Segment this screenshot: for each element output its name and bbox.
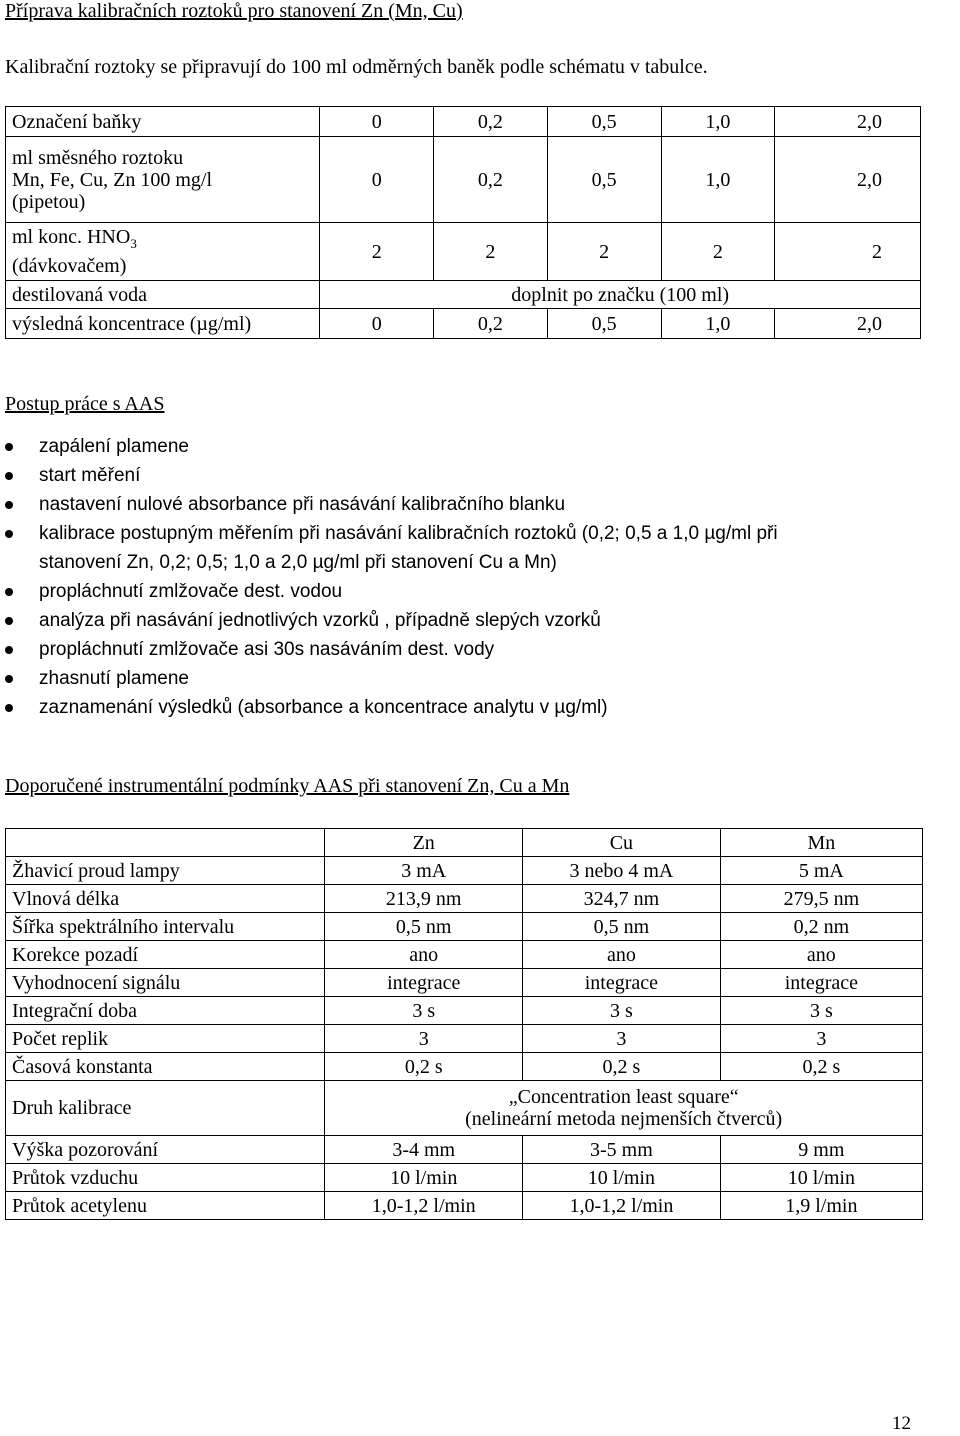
list-item: kalibrace postupným měřením při nasávání kalibračních roztoků (0,2; 0,5 a 1,0 µg/ml při <box>0 519 919 548</box>
table-cell: 10 l/min <box>325 1164 523 1192</box>
page-title: Příprava kalibračních roztoků pro stanovení Zn (Mn, Cu) <box>5 0 463 22</box>
row-label: Integrační doba <box>6 997 325 1025</box>
table-cell: 1,0-1,2 l/min <box>325 1192 523 1220</box>
bullet-icon <box>5 646 13 654</box>
calib-cell: 2,0 <box>775 107 921 137</box>
bullet-icon <box>5 588 13 596</box>
table-row <box>6 1192 923 1220</box>
table-header-row <box>6 829 923 857</box>
table-cell: integrace <box>720 969 922 997</box>
calib-label <box>6 223 320 281</box>
bullet-icon <box>5 501 13 509</box>
calib-cell: 1,0 <box>661 137 775 223</box>
table-cell: 1,0-1,2 l/min <box>523 1192 721 1220</box>
row-label: Žhavicí proud lampy <box>6 857 325 885</box>
list-item: zhasnutí plamene <box>0 664 919 693</box>
procedure-list <box>0 432 919 722</box>
table-cell: 3 <box>325 1025 523 1053</box>
table-cell: 279,5 nm <box>720 885 922 913</box>
list-item: propláchnutí zmlžovače dest. vodou <box>0 577 919 606</box>
table-cell: 3 s <box>523 997 721 1025</box>
calibration-type-line: „Concentration least square“ <box>508 1086 739 1108</box>
table-cell: 0,5 nm <box>325 913 523 941</box>
calib-cell: 1,0 <box>661 309 775 339</box>
row-label: Šířka spektrálního intervalu <box>6 913 325 941</box>
table-cell: 3 mA <box>325 857 523 885</box>
calib-row-flask <box>6 107 921 137</box>
table-row <box>6 1053 923 1081</box>
calib-label-line: (dávkovačem) <box>12 255 127 277</box>
list-item: analýza při nasávání jednotlivých vzorků , případně slepých vzorků <box>0 606 919 635</box>
table-row <box>6 1025 923 1053</box>
table-cell: 3 <box>720 1025 922 1053</box>
calib-cell: 1,0 <box>661 107 775 137</box>
calib-cell: 0,2 <box>434 309 548 339</box>
table-cell: 0,5 nm <box>523 913 721 941</box>
table-cell: 3 <box>523 1025 721 1053</box>
row-label: Výška pozorování <box>6 1136 325 1164</box>
calib-cell: 0 <box>320 309 434 339</box>
list-item: nastavení nulové absorbance při nasávání kalibračního blanku <box>0 490 919 519</box>
calib-cell: 2,0 <box>775 137 921 223</box>
calib-fill-cell: doplnit po značku (100 ml) <box>320 281 921 309</box>
conditions-table <box>5 828 923 1220</box>
table-cell: 0,2 s <box>325 1053 523 1081</box>
table-cell: 3-5 mm <box>523 1136 721 1164</box>
table-cell: 0,2 s <box>523 1053 721 1081</box>
calib-cell: 2 <box>775 223 921 281</box>
table-cell: 1,9 l/min <box>720 1192 922 1220</box>
bullet-icon <box>5 704 13 712</box>
calib-cell: 0 <box>320 107 434 137</box>
calib-cell: 0,5 <box>547 309 661 339</box>
row-label: Počet replik <box>6 1025 325 1053</box>
calib-label-line: (pipetou) <box>12 190 86 213</box>
calib-cell: 0,5 <box>547 137 661 223</box>
calib-cell: 2 <box>320 223 434 281</box>
calib-row-conc <box>6 309 921 339</box>
calibration-type-cell <box>325 1081 923 1136</box>
calib-label-line: ml směsného roztoku <box>12 146 184 169</box>
header-cell: Mn <box>720 829 922 857</box>
table-cell: ano <box>720 941 922 969</box>
calib-cell: 2 <box>547 223 661 281</box>
calib-label <box>6 137 320 223</box>
table-cell: 3 s <box>720 997 922 1025</box>
bullet-icon <box>5 472 13 480</box>
table-cell: 5 mA <box>720 857 922 885</box>
table-row <box>6 997 923 1025</box>
row-label: Průtok acetylenu <box>6 1192 325 1220</box>
header-cell: Cu <box>523 829 721 857</box>
table-cell: integrace <box>325 969 523 997</box>
calib-cell: 0 <box>320 137 434 223</box>
header-cell: Zn <box>325 829 523 857</box>
table-cell: 3 nebo 4 mA <box>523 857 721 885</box>
table-cell: 0,2 nm <box>720 913 922 941</box>
table-cell: integrace <box>523 969 721 997</box>
page-number: 12 <box>892 1413 911 1434</box>
bullet-icon <box>5 530 13 538</box>
row-label: Průtok vzduchu <box>6 1164 325 1192</box>
table-row <box>6 1136 923 1164</box>
calib-row-mix <box>6 137 921 223</box>
table-cell: 3-4 mm <box>325 1136 523 1164</box>
calib-cell: 2 <box>434 223 548 281</box>
calib-row-hno3 <box>6 223 921 281</box>
conditions-heading: Doporučené instrumentální podmínky AAS při stanovení Zn, Cu a Mn <box>5 775 570 797</box>
calib-cell: 0,2 <box>434 137 548 223</box>
table-row <box>6 941 923 969</box>
calib-label: výsledná koncentrace (µg/ml) <box>6 309 320 339</box>
table-cell: 10 l/min <box>523 1164 721 1192</box>
table-cell: 324,7 nm <box>523 885 721 913</box>
table-cell: 10 l/min <box>720 1164 922 1192</box>
subscript: 3 <box>130 236 137 251</box>
calib-label-line: Mn, Fe, Cu, Zn 100 mg/l <box>12 168 213 191</box>
calib-row-water <box>6 281 921 309</box>
table-row <box>6 885 923 913</box>
table-cell: 213,9 nm <box>325 885 523 913</box>
calib-label: destilovaná voda <box>6 281 320 309</box>
table-row <box>6 969 923 997</box>
table-cell: ano <box>325 941 523 969</box>
list-item: propláchnutí zmlžovače asi 30s nasáváním dest. vody <box>0 635 919 664</box>
table-cell: 9 mm <box>720 1136 922 1164</box>
table-cell: 3 s <box>325 997 523 1025</box>
table-row <box>6 1164 923 1192</box>
calibration-table <box>5 106 921 339</box>
bullet-icon <box>5 617 13 625</box>
table-row <box>6 857 923 885</box>
calib-cell: 0,2 <box>434 107 548 137</box>
list-item: zaznamenání výsledků (absorbance a koncentrace analytu v µg/ml) <box>0 693 919 722</box>
calibration-type-line: (nelineární metoda nejmenších čtverců) <box>465 1108 783 1130</box>
calib-cell: 0,5 <box>547 107 661 137</box>
table-row <box>6 913 923 941</box>
bullet-icon <box>5 443 13 451</box>
intro-text: Kalibrační roztoky se připravují do 100 ml odměrných baněk podle schématu v tabulce. <box>5 56 708 78</box>
row-label: Vyhodnocení signálu <box>6 969 325 997</box>
calib-cell: 2,0 <box>775 309 921 339</box>
table-cell: 0,2 s <box>720 1053 922 1081</box>
list-item-continuation: stanovení Zn, 0,2; 0,5; 1,0 a 2,0 µg/ml při stanovení Cu a Mn) <box>39 552 557 573</box>
header-cell <box>6 829 325 857</box>
row-label: Vlnová délka <box>6 885 325 913</box>
row-label: Časová konstanta <box>6 1053 325 1081</box>
table-row-calibration-type <box>6 1081 923 1136</box>
row-label: Druh kalibrace <box>6 1081 325 1136</box>
table-cell: ano <box>523 941 721 969</box>
calib-label: Označení baňky <box>6 107 320 137</box>
row-label: Korekce pozadí <box>6 941 325 969</box>
procedure-heading: Postup práce s AAS <box>5 393 165 415</box>
list-item: start měření <box>0 461 919 490</box>
list-item: zapálení plamene <box>0 432 919 461</box>
bullet-icon <box>5 675 13 683</box>
calib-cell: 2 <box>661 223 775 281</box>
calib-label-line: ml konc. $HNO_3$ <box>12 226 137 251</box>
